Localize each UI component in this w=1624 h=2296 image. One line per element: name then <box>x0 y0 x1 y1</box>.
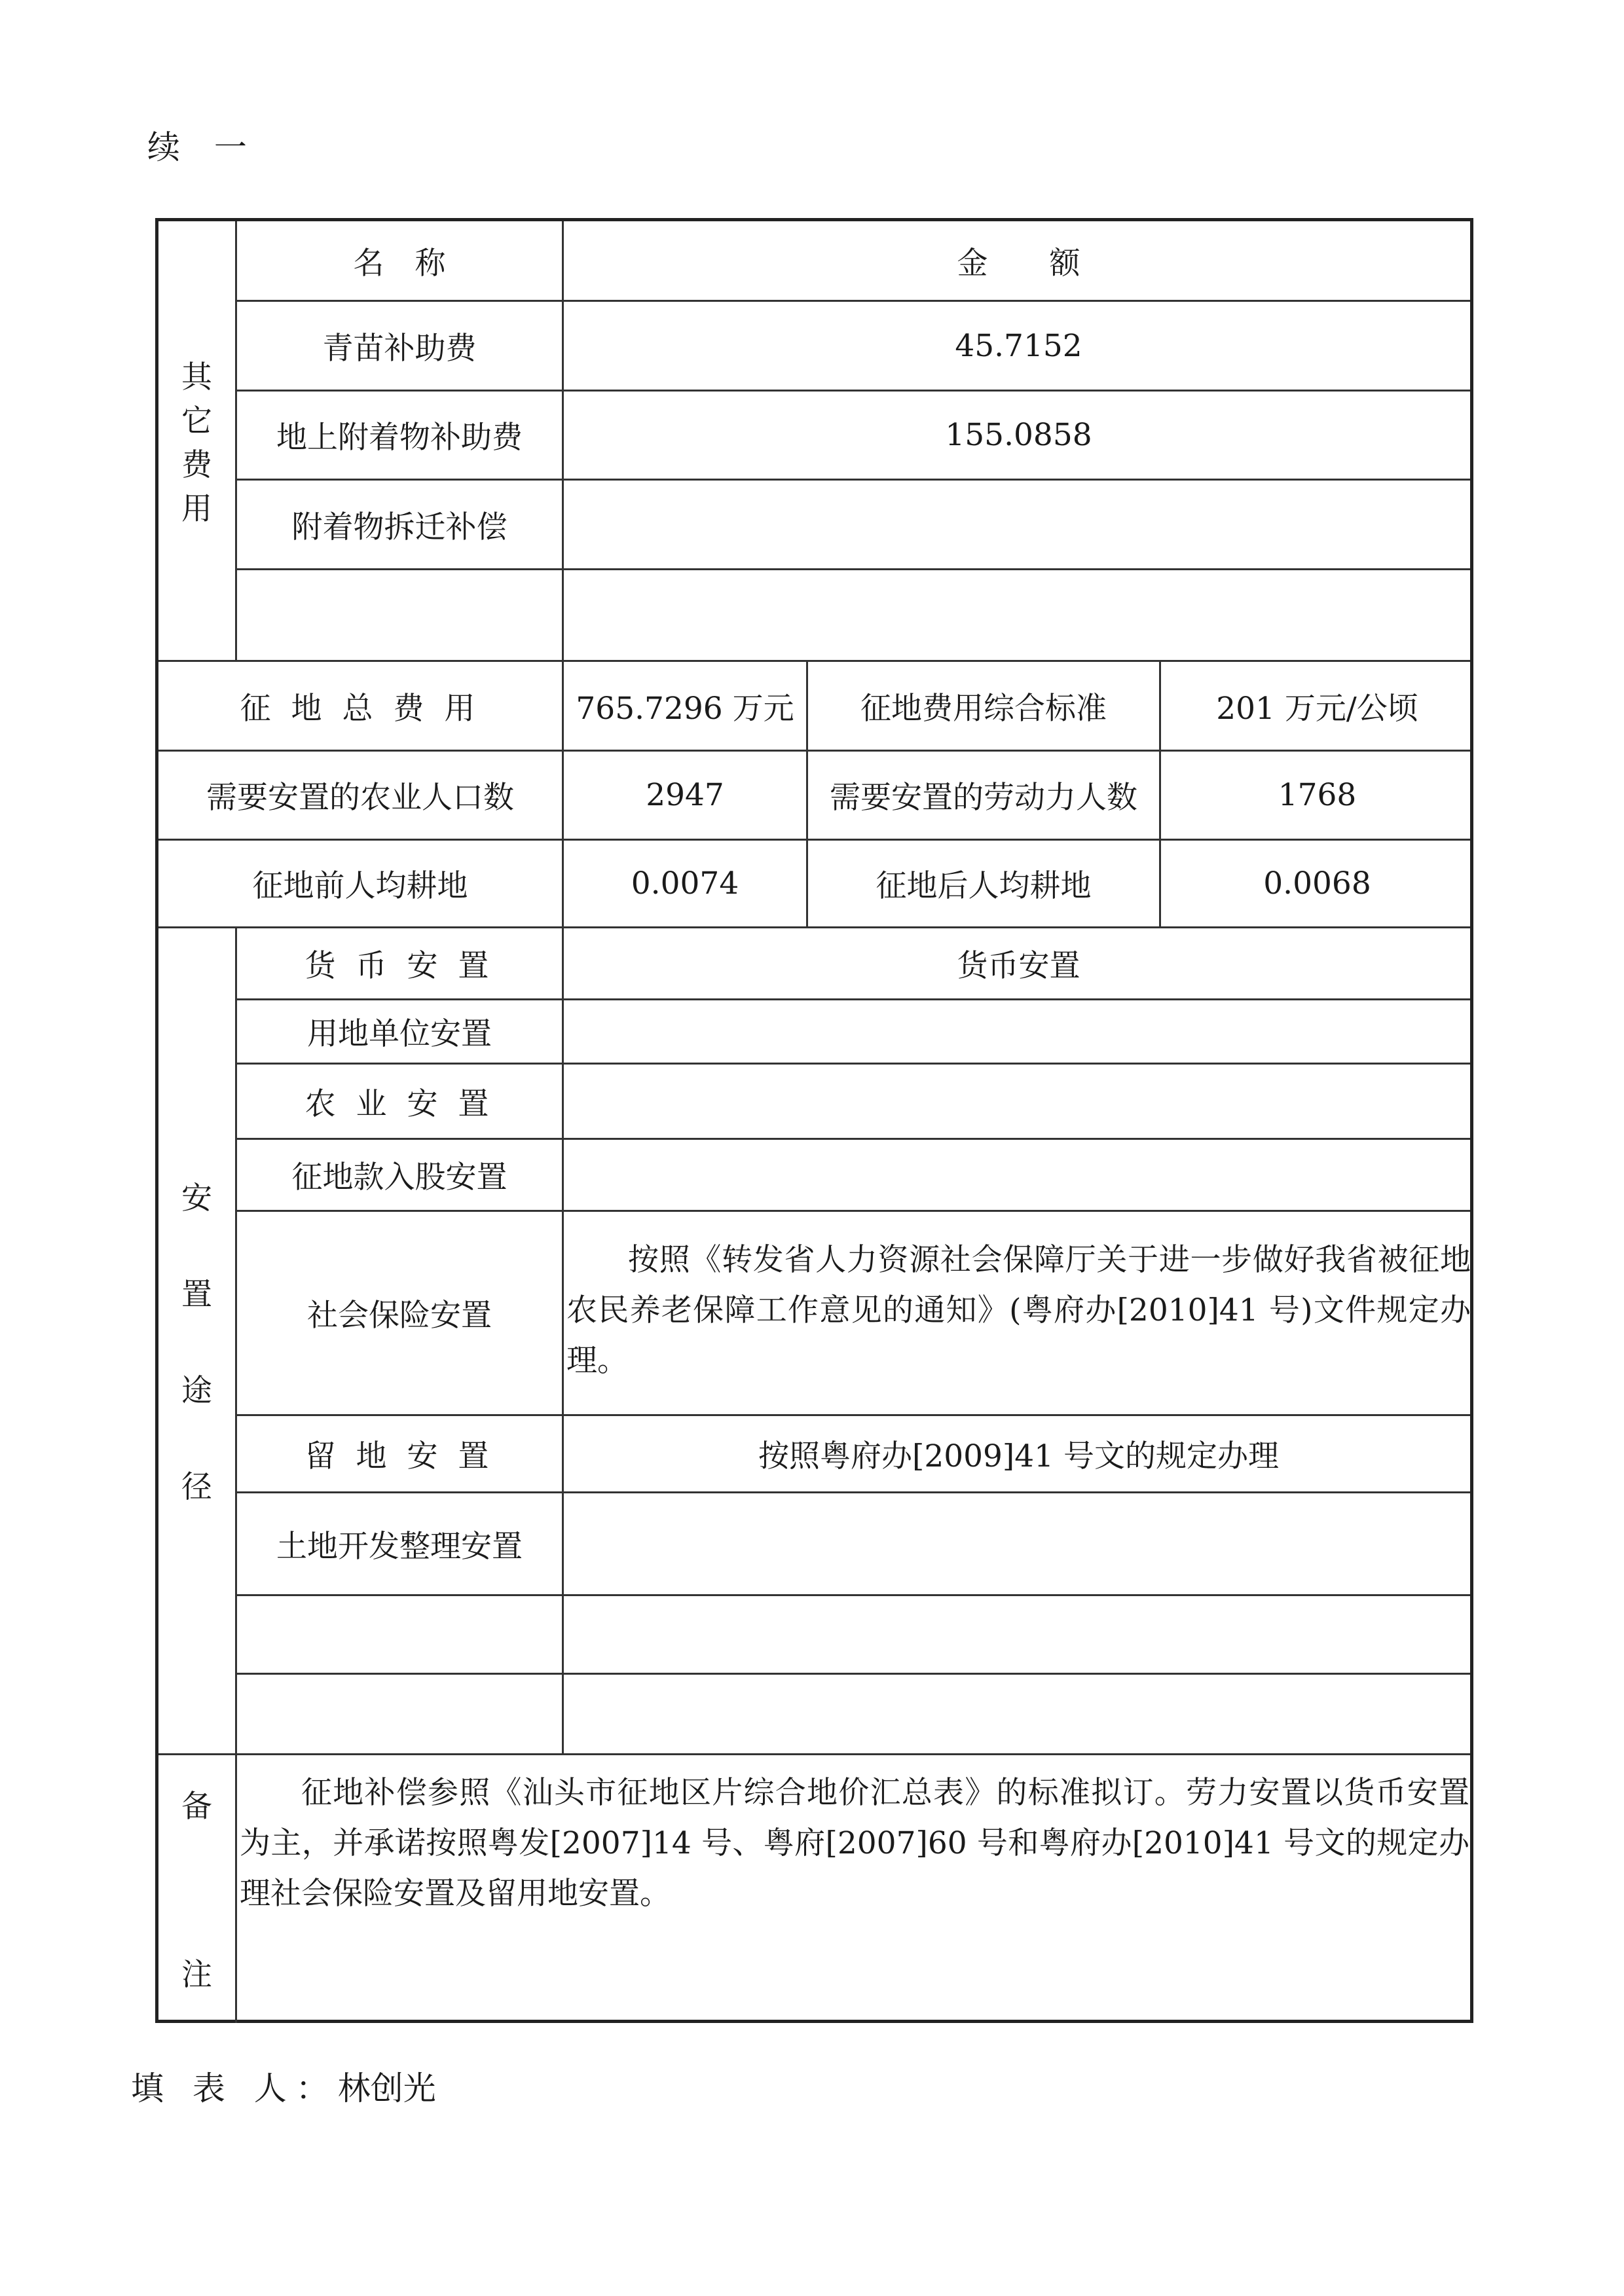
group-char: 它 <box>181 403 212 439</box>
resettlement-group-label <box>158 926 235 1753</box>
group-char: 费 <box>181 447 212 483</box>
group-char: 置 <box>181 1276 212 1313</box>
resettle-name-cell: 货 币 安 置 <box>304 948 494 984</box>
fee-name-cell: 附着物拆迁补偿 <box>291 509 507 545</box>
before-label: 征地前人均耕地 <box>252 868 468 904</box>
resettle-value-cell: 按照粤府办[2009]41 号文的规定办理 <box>758 1438 1280 1474</box>
standard-value: 201 万元/公顷 <box>1216 690 1418 727</box>
labor-label: 需要安置的劳动力人数 <box>830 780 1137 816</box>
group-char: 其 <box>181 359 212 395</box>
form-filler <box>131 2062 436 2109</box>
col-amount-header: 金 额 <box>957 245 1080 282</box>
resettle-value-cell <box>564 1140 1473 1210</box>
resettle-name-cell: 社会保险安置 <box>307 1298 492 1334</box>
group-char: 用 <box>181 491 212 527</box>
group-char: 径 <box>181 1468 212 1505</box>
resettle-value-cell <box>564 1000 1473 1063</box>
total-cost-value: 765.7296 万元 <box>576 690 794 727</box>
agri-pop-value: 2947 <box>646 777 724 813</box>
social-insurance-text: 按照《转发省人力资源社会保障厅关于进一步做好我省被征地农民养老保障工作意见的通知》(粤府办[2010]41 号)文件规定办理。 <box>566 1242 1471 1379</box>
fee-amount-cell: 155.0858 <box>945 417 1092 453</box>
fee-name-cell <box>237 570 562 660</box>
resettle-name-cell: 留 地 安 置 <box>304 1438 494 1474</box>
resettle-name-cell: 土地开发整理安置 <box>276 1528 523 1565</box>
standard-label: 征地费用综合标准 <box>860 690 1107 727</box>
group-char: 注 <box>181 1957 212 1993</box>
resettle-name-cell: 用地单位安置 <box>307 1016 492 1052</box>
resettle-name-cell <box>237 1596 562 1673</box>
resettle-value-cell: 货币安置 <box>957 948 1080 984</box>
fee-amount-cell <box>564 481 1473 568</box>
filler-label: 填 表 人： <box>131 2069 338 2107</box>
group-char: 途 <box>181 1372 212 1409</box>
fee-name-cell: 地上附着物补助费 <box>276 420 523 456</box>
col-name-header: 名 称 <box>353 245 446 282</box>
remarks-group-label <box>158 1753 235 2023</box>
group-char: 备 <box>181 1789 212 1825</box>
resettle-value-cell <box>564 1675 1473 1753</box>
fee-name-cell: 青苗补助费 <box>322 330 477 367</box>
resettle-value-cell <box>564 1493 1473 1594</box>
resettle-name-cell: 征地款入股安置 <box>291 1159 507 1195</box>
after-value: 0.0068 <box>1263 866 1371 902</box>
remarks-text: 征地补偿参照《汕头市征地区片综合地价汇总表》的标准拟订。劳力安置以货币安置为主，并承诺按照粤发[2007]14 号、粤府[2007]60 号和粤府办[2010]41 号文的规定办理社会保险安置及留用地安置。 <box>240 1775 1469 1912</box>
resettle-value-cell <box>564 1065 1473 1138</box>
fee-amount-cell <box>564 570 1473 660</box>
resettle-value-cell <box>564 1596 1473 1673</box>
page-label: 续 一 <box>147 128 259 166</box>
fee-amount-cell: 45.7152 <box>955 327 1082 364</box>
filler-name: 林创光 <box>337 2069 436 2107</box>
group-char: 安 <box>181 1180 212 1216</box>
resettle-name-cell <box>237 1675 562 1753</box>
resettle-name-cell: 农 业 安 置 <box>304 1085 494 1122</box>
after-label: 征地后人均耕地 <box>876 868 1092 904</box>
before-value: 0.0074 <box>631 866 739 902</box>
other-fees-group-label <box>158 221 235 660</box>
labor-value: 1768 <box>1278 777 1357 813</box>
compensation-form <box>155 218 1473 2023</box>
total-cost-label: 征 地 总 费 用 <box>240 690 481 727</box>
agri-pop-label: 需要安置的农业人口数 <box>206 780 514 816</box>
